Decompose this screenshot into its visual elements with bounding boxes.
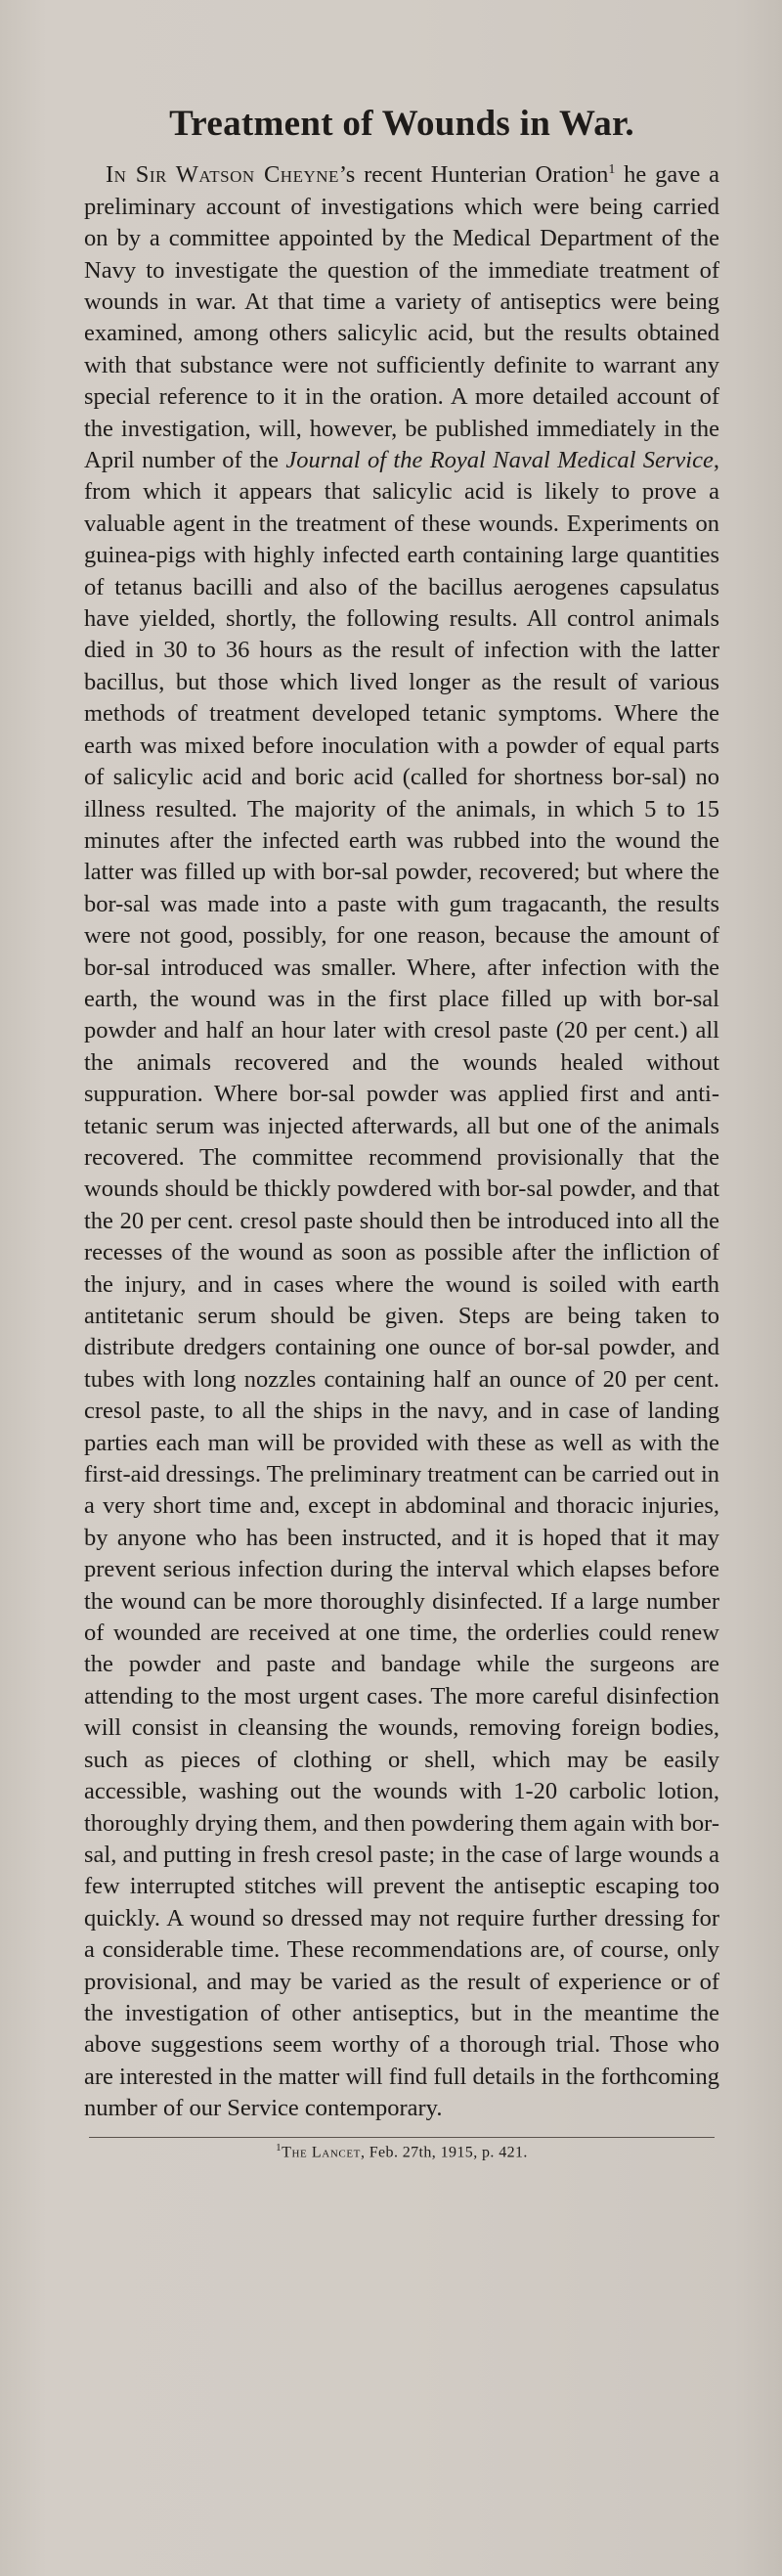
- body-text-part-2: , from which it appears that salicylic acid is likely to prove a valuable agent in the treatment of these wounds. Experiments on guinea-pigs with highly infected earth containing large quantities of tetanus bacilli and also of the bacillus aerogenes capsulatus have yielded, shortly, the following results. All control animals died in 30 to 36 hours as the result of infection with the latter bacillus, but those which lived longer as the result of various methods of treatment developed tetanic symptoms. Where the earth was mixed before inoculation with a powder of equal parts of salicylic acid and boric acid (called for shortness bor-sal) no illness resulted. The majority of the animals, in which 5 to 15 minutes after the infected earth was rubbed into the wound the latter was filled up with bor-sal powder, recovered; but where the bor-sal was made into a paste with gum tragacanth, the results were not good, possibly, for one reason, because the amount of bor-sal introduced was smaller. Where, after infection with the earth, the wound was in the first place filled up with bor-sal powder and half an hour later with cresol paste (20 per cent.) all the animals recovered and the wounds healed without suppuration. Where bor-sal powder was applied first and anti-tetanic serum was injected afterwards, all but one of the animals recovered. The committee recommend provisionally that the wounds should be thickly powdered with bor-sal powder, and that the 20 per cent. cresol paste should then be introduced into all the recesses of the wound as soon as possible after the infliction of the injury, and in cases where the wound is soiled with earth antitetanic serum should be given. Steps are being taken to distribute dredgers containing one ounce of bor-sal powder, and tubes with long nozzles containing half an ounce of 20 per cent. cresol paste, to all the ships in the navy, and in case of landing parties each man will be provided with these as well as with the first-aid dressings. The preliminary treatment can be carried out in a very short time and, except in abdominal and thoracic injuries, by anyone who has been instructed, and it is hoped that it may prevent serious infection during the interval which elapses before the wound can be more thoroughly disinfected. If a large number of wounded are received at one time, the orderlies could renew the powder and paste and bandage while the surgeons are attending to the most urgent cases. The more careful disinfection will consist in cleansing the wounds, removing foreign bodies, such as pieces of clothing or shell, which may be easily accessible, washing out the wounds with 1-20 carbolic lotion, thoroughly drying them, and then powdering them again with bor-sal, and putting in fresh cresol paste; in the case of large wounds a few interrupted stitches will prevent the antiseptic escaping too quickly. A wound so dressed may not require further dressing for a considerable time. These recommendations are, of course, only provisional, and may be varied as the result of experience or of the investigation of other antiseptics, but in the meantime the above suggestions seem worthy of a thorough trial. Those who are interested in the matter will find full details in the forthcoming number of our Service contemporary.: [84, 447, 719, 2122]
- journal-name: Journal of the Royal Naval Medical Service: [285, 447, 714, 474]
- after-author: ’s recent Hunterian Oration: [338, 161, 609, 189]
- lead-in: In Sir: [106, 161, 176, 189]
- footnote-source: The Lancet: [282, 2143, 361, 2160]
- footnote: [84, 2142, 719, 2161]
- article-title: Treatment of Wounds in War.: [169, 104, 634, 144]
- body-text-part-1: he gave a preliminary account of investigations which were being carried on by a committee appointed by the Medical Department of the Navy to investigate the question of the immediate treatment of wounds in war. At that time a variety of antiseptics were being examined, among others salicylic acid, but the results obtained with that substance were not sufficiently definite to warrant any special reference to it in the oration. A more detailed account of the investigation, will, however, be published immediately in the April number of the: [84, 161, 720, 474]
- footnote-divider: [89, 2137, 715, 2138]
- footnote-reference: 1: [608, 162, 616, 178]
- article-body: [84, 159, 719, 2124]
- author-name: Watson Cheyne: [175, 161, 339, 189]
- footnote-citation: , Feb. 27th, 1915, p. 421.: [360, 2143, 528, 2160]
- footnote-marker: 1: [276, 2141, 282, 2154]
- article: [84, 103, 719, 2161]
